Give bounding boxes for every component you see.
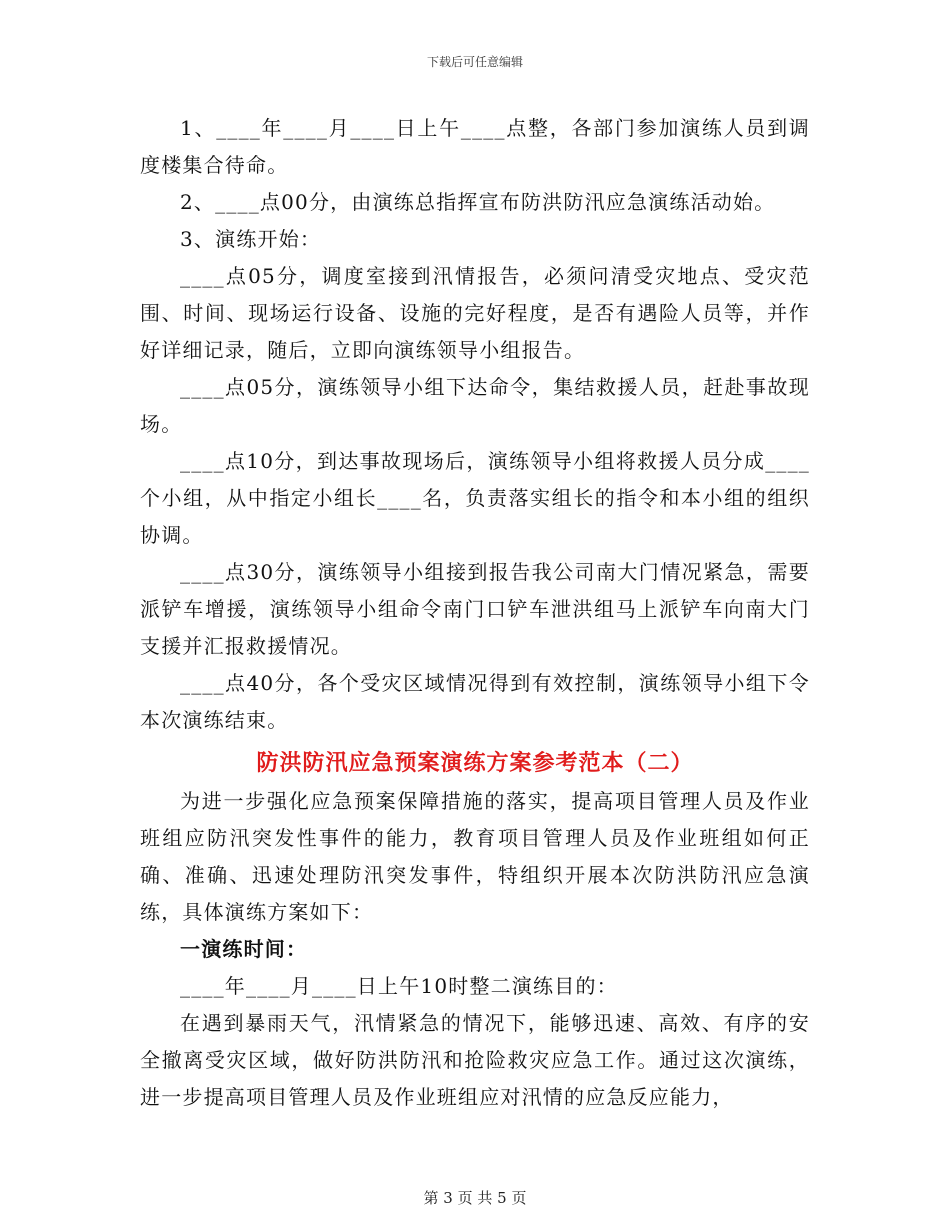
paragraph-intro: 为进一步强化应急预案保障措施的落实，提高项目管理人员及作业班组应防汛突发性事件的能力，教育项目管理人员及作业班组如何正确、准确、迅速处理防汛突发事件，特组织开展本次防洪防汛应急演练，具体演练方案如下： [140, 789, 810, 924]
paragraph-step-2: 2、____点00分，由演练总指挥宣布防洪防汛应急演练活动始。 [180, 190, 776, 214]
document-body [140, 110, 810, 1116]
heading-drill-time: 一演练时间： [180, 937, 308, 961]
paragraph-purpose: 在遇到暴雨天气，汛情紧急的情况下，能够迅速、高效、有序的安全撤离受灾区域，做好防洪防汛和抢险救灾应急工作。通过这次演练，进一步提高项目管理人员及作业班组应对汛情的应急反应能力， [140, 1011, 810, 1109]
paragraph-end: ____点40分，各个受灾区域情况得到有效控制，演练领导小组下令本次演练结束。 [140, 671, 810, 732]
paragraph-drill-date: ____年____月____日上午10时整二演练目的： [180, 974, 618, 998]
page-header: 下载后可任意编辑 [426, 55, 523, 69]
page-footer: 第 3 页 共 5 页 [423, 1189, 527, 1207]
paragraph-command: ____点05分，演练领导小组下达命令，集结救援人员，赶赴事故现场。 [140, 375, 810, 436]
paragraph-report: ____点05分，调度室接到汛情报告，必须问清受灾地点、受灾范围、时间、现场运行设备、设施的完好程度，是否有遇险人员等，并作好详细记录，随后，立即向演练领导小组报告。 [140, 264, 810, 362]
paragraph-step-3: 3、演练开始： [180, 227, 322, 251]
paragraph-step-1: 1、____年____月____日上午____点整，各部门参加演练人员到调度楼集合待命。 [140, 116, 810, 177]
paragraph-reinforcement: ____点30分，演练领导小组接到报告我公司南大门情况紧急，需要派铲车增援，演练领导小组命令南门口铲车泄洪组马上派铲车向南大门支援并汇报救援情况。 [140, 560, 810, 658]
section-title: 防洪防汛应急预案演练方案参考范本（二） [256, 750, 694, 776]
paragraph-arrival: ____点10分，到达事故现场后，演练领导小组将救援人员分成____个小组，从中指定小组长____名，负责落实组长的指令和本小组的组织协调。 [140, 449, 810, 547]
